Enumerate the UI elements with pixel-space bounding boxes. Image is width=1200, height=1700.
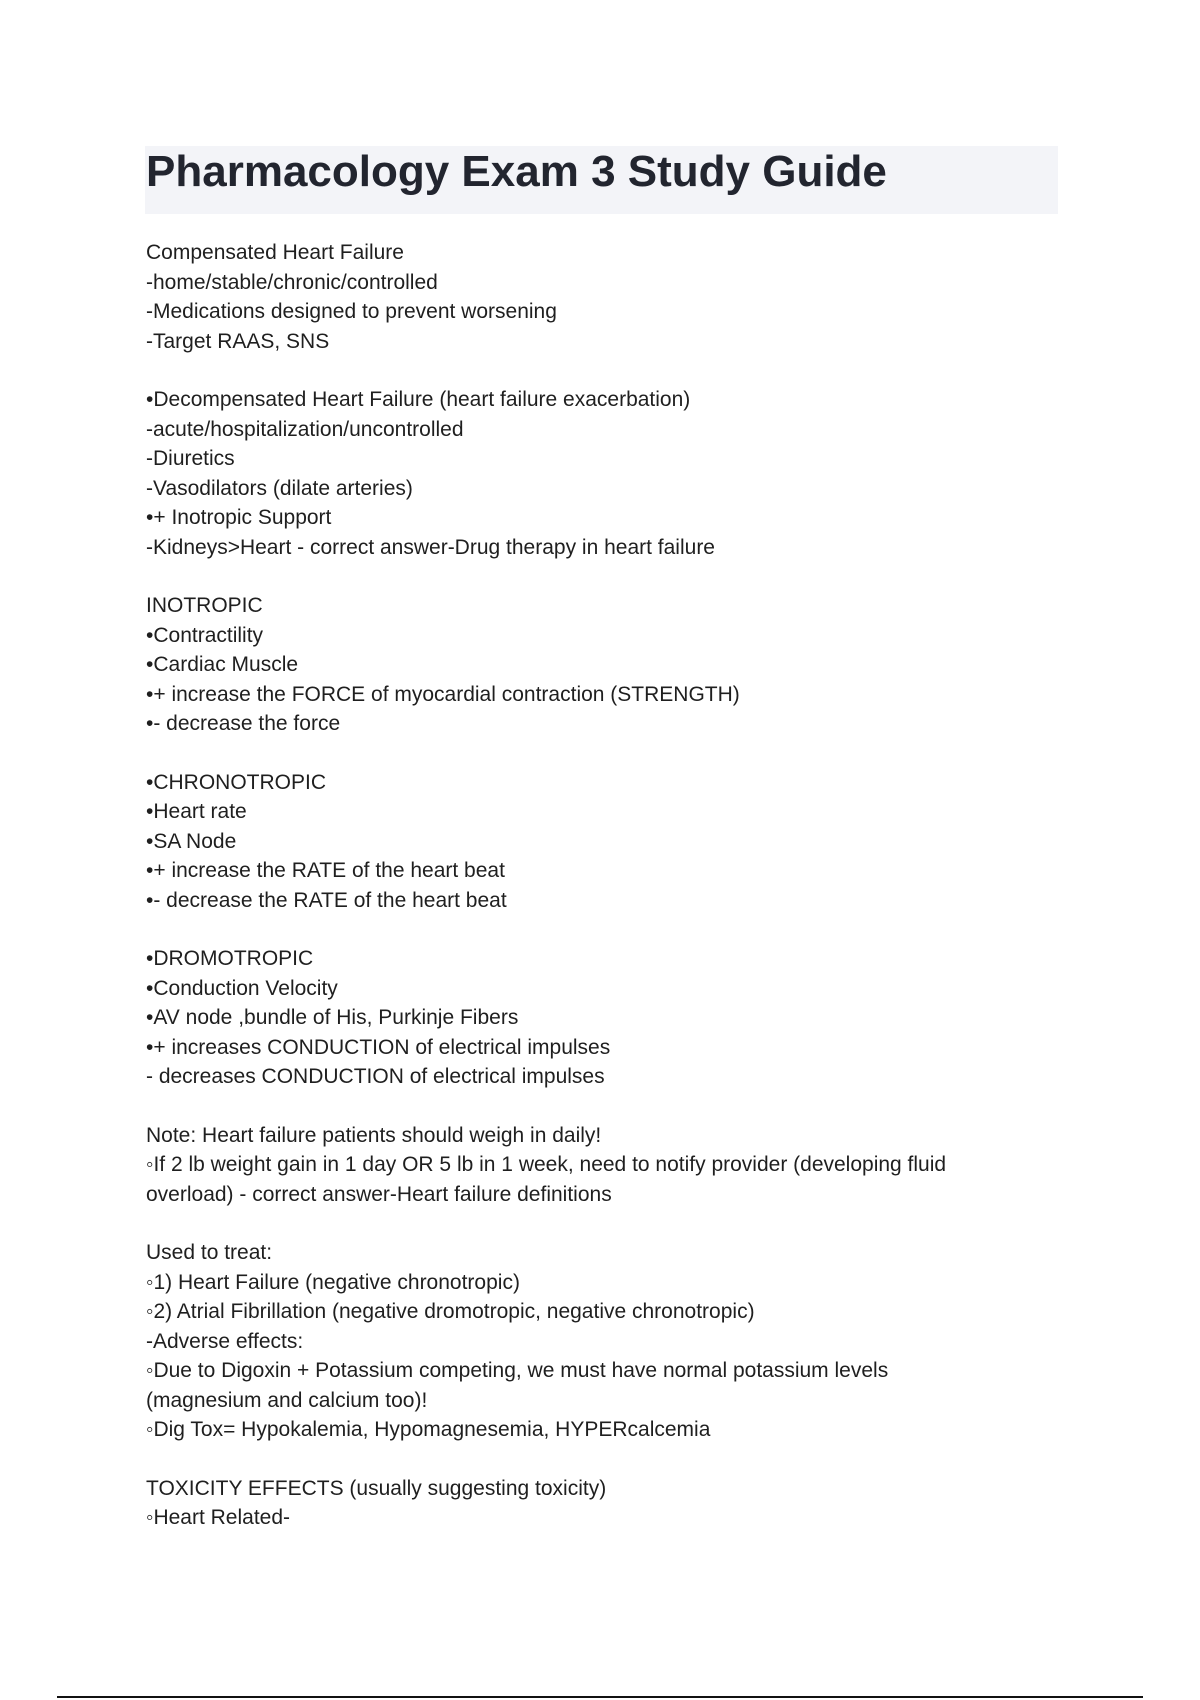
section-digoxin-uses [146,1238,1046,1445]
text-line: -home/stable/chronic/controlled [146,270,438,294]
section-heart-failure-note [146,1121,1046,1210]
text-line: •+ increase the RATE of the heart beat [146,859,505,882]
text-line: Compensated Heart Failure [146,241,404,264]
text-line: overload) - correct answer-Heart failure definitions [146,1182,612,1206]
page-bottom-rule [57,1696,1143,1698]
section-chronotropic [146,768,1046,916]
text-line: ◦1) Heart Failure (negative chronotropic) [146,1270,520,1294]
text-line: -Adverse effects: [146,1329,304,1353]
text-line: TOXICITY EFFECTS (usually suggesting toxicity) [146,1476,607,1500]
text-line: (magnesium and calcium too)! [146,1388,428,1412]
document-body [146,238,1046,1562]
text-line: -Medications designed to prevent worsening [146,300,557,323]
text-line: •+ increase the FORCE of myocardial contraction (STRENGTH) [146,682,740,706]
text-line: •Contractility [146,623,264,647]
text-line: Note: Heart failure patients should weigh in daily! [146,1123,602,1147]
text-line: •+ Inotropic Support [146,506,332,529]
text-line: •Decompensated Heart Failure (heart failure exacerbation) [146,388,691,411]
section-decompensated-heart-failure [146,385,1046,562]
text-line: -acute/hospitalization/uncontrolled [146,417,464,441]
text-line: •CHRONOTROPIC [146,770,327,794]
text-line: INOTROPIC [146,594,263,617]
text-line: Used to treat: [146,1241,273,1264]
text-line: -Kidneys>Heart - correct answer-Drug therapy in heart failure [146,535,715,559]
section-dromotropic [146,944,1046,1092]
text-line: •DROMOTROPIC [146,947,314,970]
text-line: •- decrease the RATE of the heart beat [146,888,507,912]
text-line: ◦Due to Digoxin + Potassium competing, we must have normal potassium levels [146,1359,889,1382]
section-compensated-heart-failure [146,238,1046,356]
text-line: ◦Dig Tox= Hypokalemia, Hypomagnesemia, HYPERcalcemia [146,1418,711,1441]
text-line: -Target RAAS, SNS [146,329,330,353]
text-line: ◦2) Atrial Fibrillation (negative dromotropic, negative chronotropic) [146,1300,755,1323]
text-line: ◦Heart Related- [146,1506,291,1529]
text-line: ◦If 2 lb weight gain in 1 day OR 5 lb in 1 week, need to notify provider (developing fluid [146,1153,947,1176]
text-line: •Cardiac Muscle [146,653,299,676]
text-line: •SA Node [146,829,237,853]
text-line: - decreases CONDUCTION of electrical impulses [146,1065,605,1088]
text-line: •Conduction Velocity [146,976,338,1000]
page-title: Pharmacology Exam 3 Study Guide [146,147,887,196]
text-line: -Diuretics [146,447,235,470]
text-line: •Heart rate [146,800,247,823]
text-line: •AV node ,bundle of His, Purkinje Fibers [146,1006,519,1029]
section-inotropic [146,591,1046,739]
section-toxicity-effects [146,1474,1046,1533]
text-line: •+ increases CONDUCTION of electrical impulses [146,1035,611,1059]
text-line: -Vasodilators (dilate arteries) [146,476,413,500]
text-line: •- decrease the force [146,712,341,735]
